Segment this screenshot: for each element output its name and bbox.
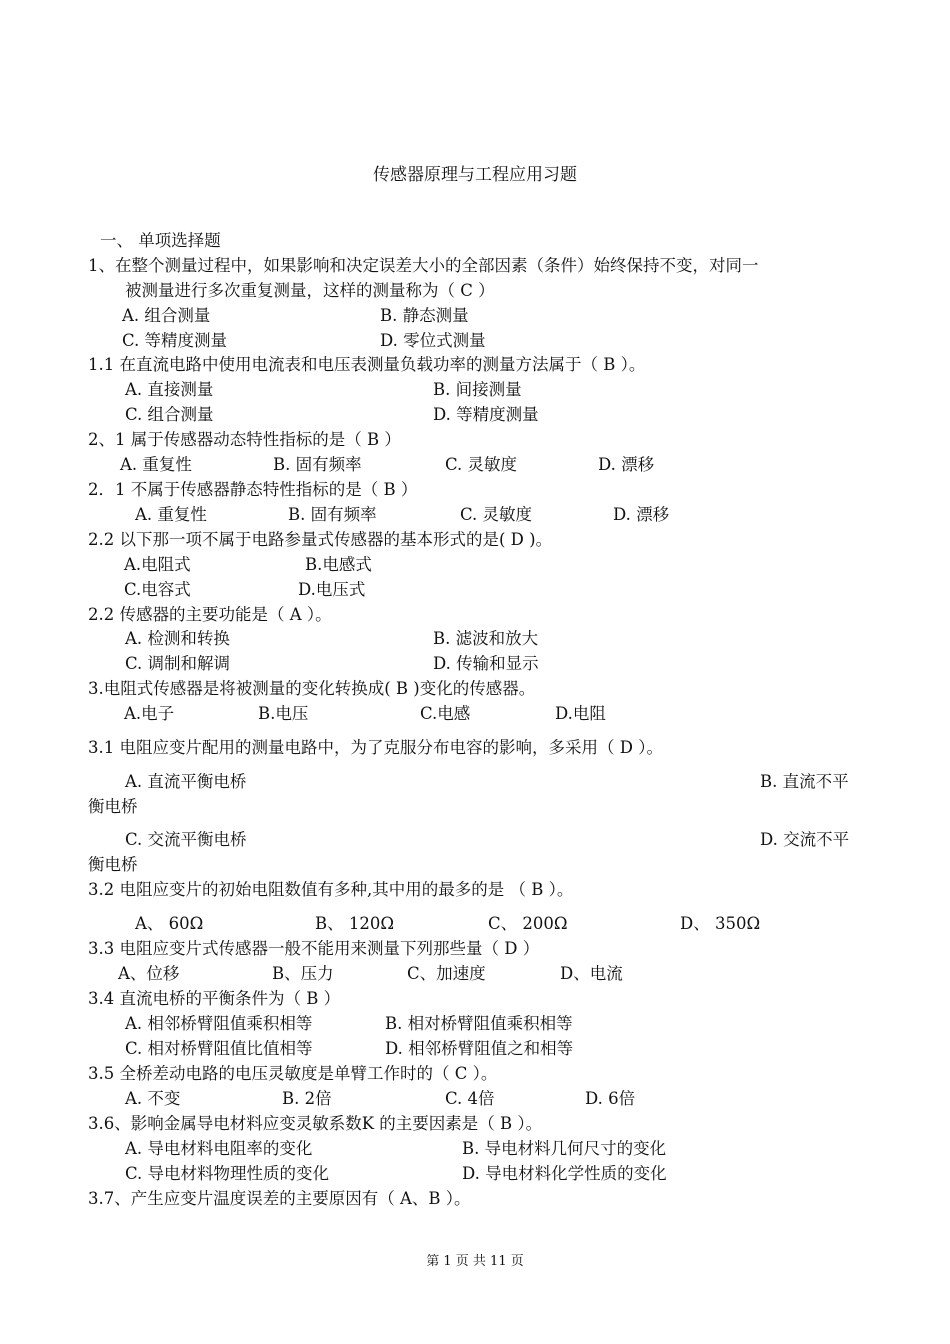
option-d: D、电流 [560,964,623,983]
question-text: 3.7、产生应变片温度误差的主要原因有（ A、B ）。 [88,1189,471,1208]
question-text: 3.电阻式传感器是将被测量的变化转换成( B )变化的传感器。 [88,679,536,698]
question-text: 3.4 直流电桥的平衡条件为（ B ） [88,989,341,1008]
question-text: 2．1 不属于传感器静态特性指标的是（ B ） [88,480,418,499]
option-a: A. 重复性 [120,455,192,474]
question-text: 2.2 以下那一项不属于电路参量式传感器的基本形式的是( D )。 [88,530,553,549]
question-text: 被测量进行多次重复测量，这样的测量称为（ C ） [125,281,495,300]
option-b: B. 导电材料几何尺寸的变化 [462,1139,667,1158]
option-a: A. 直流平衡电桥 [125,772,247,791]
option-c: C.电容式 [124,580,191,599]
option-c: C. 交流平衡电桥 [125,830,247,849]
option-a: A、位移 [118,964,180,983]
option-b-continued: 衡电桥 [88,797,138,816]
option-a: A.电子 [124,704,175,723]
option-d: D. 零位式测量 [380,331,486,350]
option-b: B.电感式 [305,555,372,574]
question-text: 1.1 在直流电路中使用电流表和电压表测量负载功率的测量方法属于（ B ）。 [88,355,646,374]
option-c: C. 等精度测量 [122,331,228,350]
question-text: 3.1 电阻应变片配用的测量电路中，为了克服分布电容的影响，多采用（ D ）。 [88,738,663,757]
option-d: D. 导电材料化学性质的变化 [462,1164,667,1183]
option-a: A. 不变 [125,1089,181,1108]
section-heading: 一、 单项选择题 [100,231,221,250]
option-d: D. 漂移 [613,505,670,524]
question-text: 3.3 电阻应变片式传感器一般不能用来测量下列那些量（ D ） [88,939,540,958]
option-d: D. 等精度测量 [433,405,539,424]
option-a: A.电阻式 [124,555,191,574]
option-c: C、 200Ω [488,914,568,933]
option-c: C. 4倍 [445,1089,495,1108]
question-text: 2、1 属于传感器动态特性指标的是（ B ） [88,430,401,449]
option-b: B、压力 [272,964,334,983]
question-text: 3.2 电阻应变片的初始电阻数值有多种,其中用的最多的是 （ B ）。 [88,880,574,899]
option-d: D. 相邻桥臂阻值之和相等 [385,1039,574,1058]
question-text: 3.5 全桥差动电路的电压灵敏度是单臂工作时的（ C ）。 [88,1064,498,1083]
option-a: A. 组合测量 [122,306,211,325]
option-b: B. 间接测量 [433,380,522,399]
option-c: C. 灵敏度 [445,455,518,474]
option-d: D. 漂移 [598,455,655,474]
option-d: D. 传输和显示 [433,654,539,673]
option-c: C. 导电材料物理性质的变化 [125,1164,330,1183]
option-b: B. 固有频率 [288,505,377,524]
option-b: B. 2倍 [282,1089,332,1108]
option-b: B. 相对桥臂阻值乘积相等 [385,1014,573,1033]
option-d: D. 交流不平 [760,830,850,849]
option-d: D、 350Ω [680,914,761,933]
option-b: B. 固有频率 [273,455,362,474]
option-a: A、 60Ω [135,914,204,933]
option-a: A. 相邻桥臂阻值乘积相等 [125,1014,313,1033]
question-text: 1、在整个测量过程中，如果影响和决定误差大小的全部因素（条件）始终保持不变，对同一 [88,256,759,275]
option-d: D.电压式 [298,580,366,599]
document-title: 传感器原理与工程应用习题 [373,165,577,185]
option-b: B. 静态测量 [380,306,469,325]
option-a: A. 直接测量 [125,380,214,399]
option-d: D. 6倍 [585,1089,636,1108]
option-d-continued: 衡电桥 [88,855,138,874]
question-text: 3.6、影响金属导电材料应变灵敏系数K 的主要因素是（ B ）。 [88,1114,543,1133]
option-b: B. 直流不平 [760,772,849,791]
option-c: C. 相对桥臂阻值比值相等 [125,1039,313,1058]
option-a: A. 重复性 [135,505,207,524]
option-c: C、加速度 [407,964,486,983]
option-b: B. 滤波和放大 [433,629,539,648]
option-c: C. 组合测量 [125,405,214,424]
option-a: A. 检测和转换 [125,629,230,648]
page-footer: 第 1 页 共 11 页 [426,1254,524,1269]
option-c: C.电感 [420,704,471,723]
option-b: B、 120Ω [315,914,395,933]
option-d: D.电阻 [555,704,606,723]
question-text: 2.2 传感器的主要功能是（ A ）。 [88,605,332,624]
option-c: C. 调制和解调 [125,654,231,673]
option-b: B.电压 [258,704,309,723]
option-c: C. 灵敏度 [460,505,533,524]
option-a: A. 导电材料电阻率的变化 [125,1139,313,1158]
